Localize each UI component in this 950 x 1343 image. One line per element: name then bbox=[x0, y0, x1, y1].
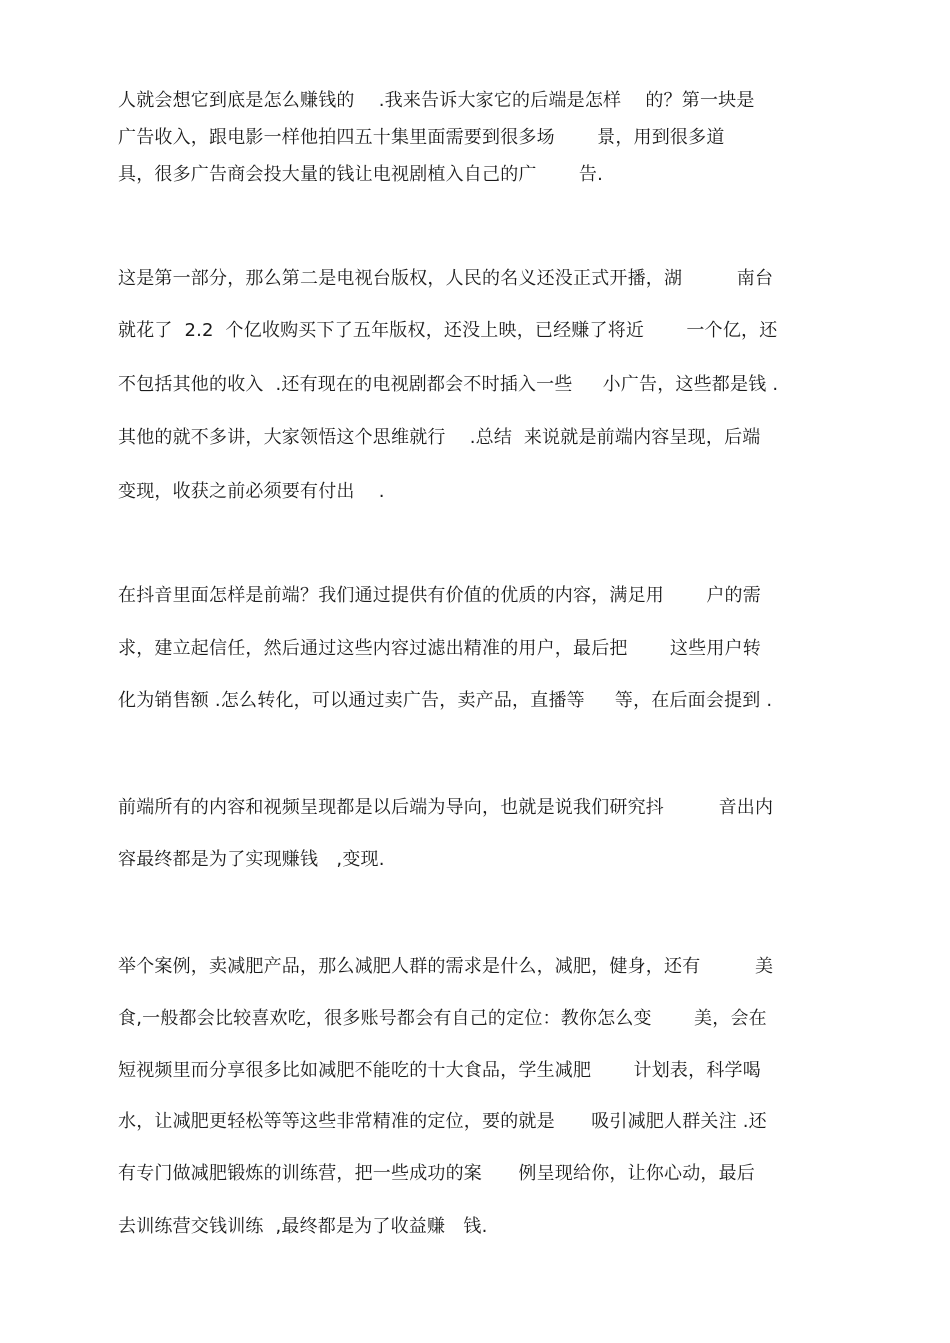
paragraph-2-line-2: 就花了 2.2 个亿收购买下了五年版权，还没上映，已经赚了将近 一个亿，还 bbox=[118, 320, 778, 341]
paragraph-1-line-1: 人就会想它到底是怎么赚钱的 .我来告诉大家它的后端是怎样 的？第一块是 bbox=[118, 90, 755, 111]
paragraph-5-line-2: 食,一般都会比较喜欢吃，很多账号都会有自己的定位：教你怎么变 美，会在 bbox=[118, 1008, 767, 1029]
paragraph-2-line-5: 变现，收获之前必须要有付出 . bbox=[118, 481, 385, 502]
paragraph-1-line-2: 广告收入，跟电影一样他拍四五十集里面需要到很多场 景，用到很多道 bbox=[118, 127, 725, 148]
paragraph-2-line-3: 不包括其他的收入 .还有现在的电视剧都会不时插入一些 小广告，这些都是钱 . bbox=[118, 374, 779, 395]
paragraph-3-line-2: 求，建立起信任，然后通过这些内容过滤出精准的用户，最后把 这些用户转 bbox=[118, 638, 761, 659]
paragraph-5-line-5: 有专门做减肥锻炼的训练营，把一些成功的案 例呈现给你，让你心动，最后 bbox=[118, 1163, 755, 1184]
paragraph-5-line-1: 举个案例，卖减肥产品，那么减肥人群的需求是什么，减肥，健身，还有 美 bbox=[118, 956, 774, 977]
paragraph-2-line-4: 其他的就不多讲，大家领悟这个思维就行 .总结 来说就是前端内容呈现，后端 bbox=[118, 427, 761, 448]
paragraph-2-line-1: 这是第一部分，那么第二是电视台版权，人民的名义还没正式开播，湖 南台 bbox=[118, 268, 774, 289]
paragraph-5-line-4: 水，让减肥更轻松等等这些非常精准的定位，要的就是 吸引减肥人群关注 .还 bbox=[118, 1111, 767, 1132]
paragraph-4-line-2: 容最终都是为了实现赚钱 ,变现. bbox=[118, 849, 385, 870]
paragraph-3-line-3: 化为销售额 .怎么转化，可以通过卖广告，卖产品，直播等 等，在后面会提到 . bbox=[118, 690, 773, 711]
paragraph-5-line-6: 去训练营交钱训练 ,最终都是为了收益赚 钱. bbox=[118, 1216, 488, 1237]
paragraph-1-line-3: 具，很多广告商会投大量的钱让电视剧植入自己的广 告. bbox=[118, 164, 604, 185]
paragraph-4-line-1: 前端所有的内容和视频呈现都是以后端为导向，也就是说我们研究抖 音出内 bbox=[118, 797, 774, 818]
paragraph-5-line-3: 短视频里而分享很多比如减肥不能吃的十大食品，学生减肥 计划表，科学喝 bbox=[118, 1060, 761, 1081]
paragraph-3-line-1: 在抖音里面怎样是前端？我们通过提供有价值的优质的内容，满足用 户的需 bbox=[118, 585, 761, 606]
